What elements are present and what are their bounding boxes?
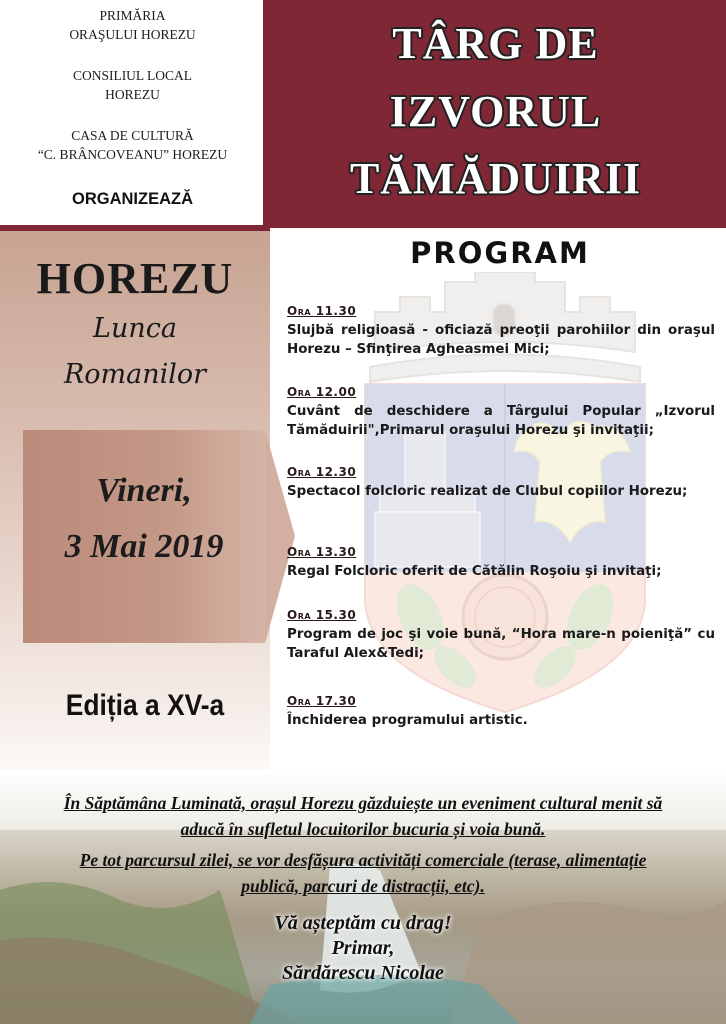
date-value: 3 Mai 2019 <box>64 528 224 565</box>
event-title-line: TÂRG DE <box>392 19 599 68</box>
program-time: Ora 15.30 <box>287 608 357 622</box>
program-description: Închiderea programului artistic. <box>287 713 528 728</box>
program-time: Ora 12.30 <box>287 465 357 479</box>
program-description: Spectacol folcloric realizat de Clubul copiilor Horezu; <box>287 484 688 499</box>
closing-greeting: Vă așteptăm cu drag! <box>274 912 452 934</box>
organizer-line: ORAŞULUI HOREZU <box>69 27 196 42</box>
organizer-line: PRIMĂRIA <box>99 8 166 23</box>
place-subtitle: Romanilor <box>63 359 207 390</box>
edition-label: Ediția a XV-a <box>65 689 225 722</box>
organizer-line: HOREZU <box>105 87 160 102</box>
organizer-line: CASA DE CULTURĂ <box>71 128 194 143</box>
date-box <box>23 430 265 643</box>
announcement-line: În Săptămâna Luminată, orașul Horezu găzduiește un eveniment cultural menit să <box>63 793 663 813</box>
program-item <box>287 381 715 440</box>
program-item <box>287 690 715 730</box>
organizeaza-label: ORGANIZEAZĂ <box>72 190 193 208</box>
program-item <box>287 541 715 581</box>
organizer-line: CONSILIUL LOCAL <box>72 68 193 83</box>
program-time: Ora 11.30 <box>287 304 357 318</box>
date-weekday: Vineri, <box>96 472 192 509</box>
place-name: HOREZU <box>36 254 234 303</box>
program-title: PROGRAM <box>410 236 590 270</box>
announcement-line: aducă în sufletul locuitorilor bucuria și voia bună. <box>180 819 546 839</box>
announcement-line: publică, parcuri de distracții, etc). <box>241 876 485 896</box>
program-item <box>287 461 715 501</box>
organizer-line: “C. BRÂNCOVEANU” HOREZU <box>37 147 228 162</box>
program-item <box>287 300 715 359</box>
program-time: Ora 13.30 <box>287 545 357 559</box>
program-description: Slujbă religioasă - oficiază preoţii parohiilor din oraşul Horezu – Sfinţirea Agheasmei Mici; <box>287 323 715 357</box>
signer-title: Primar, <box>331 937 395 959</box>
location-panel <box>0 231 270 791</box>
program-item <box>287 604 715 663</box>
event-title-line: TĂMĂDUIRII <box>349 154 642 203</box>
program-description: Cuvânt de deschidere a Târgului Popular „Izvorul Tămăduirii",Primarul oraşului Horezu şi invitaţii; <box>287 404 715 438</box>
program-time: Ora 17.30 <box>287 694 357 708</box>
signer-name: Sărdărescu Nicolae <box>282 962 444 984</box>
program-description: Program de joc şi voie bună, “Hora mare-n poieniţă” cu Taraful Alex&Tedi; <box>287 627 715 661</box>
organizers-panel <box>0 0 265 228</box>
program-description: Regal Folcloric oferit de Cătălin Roşoiu şi invitaţi; <box>287 564 662 579</box>
event-title-line: IZVORUL <box>389 87 602 136</box>
event-title-panel <box>265 0 726 228</box>
program-time: Ora 12.00 <box>287 385 357 399</box>
announcement-line: Pe tot parcursul zilei, se vor desfășura activități comerciale (terase, alimentație <box>79 850 647 870</box>
place-subtitle: Lunca <box>93 313 177 344</box>
